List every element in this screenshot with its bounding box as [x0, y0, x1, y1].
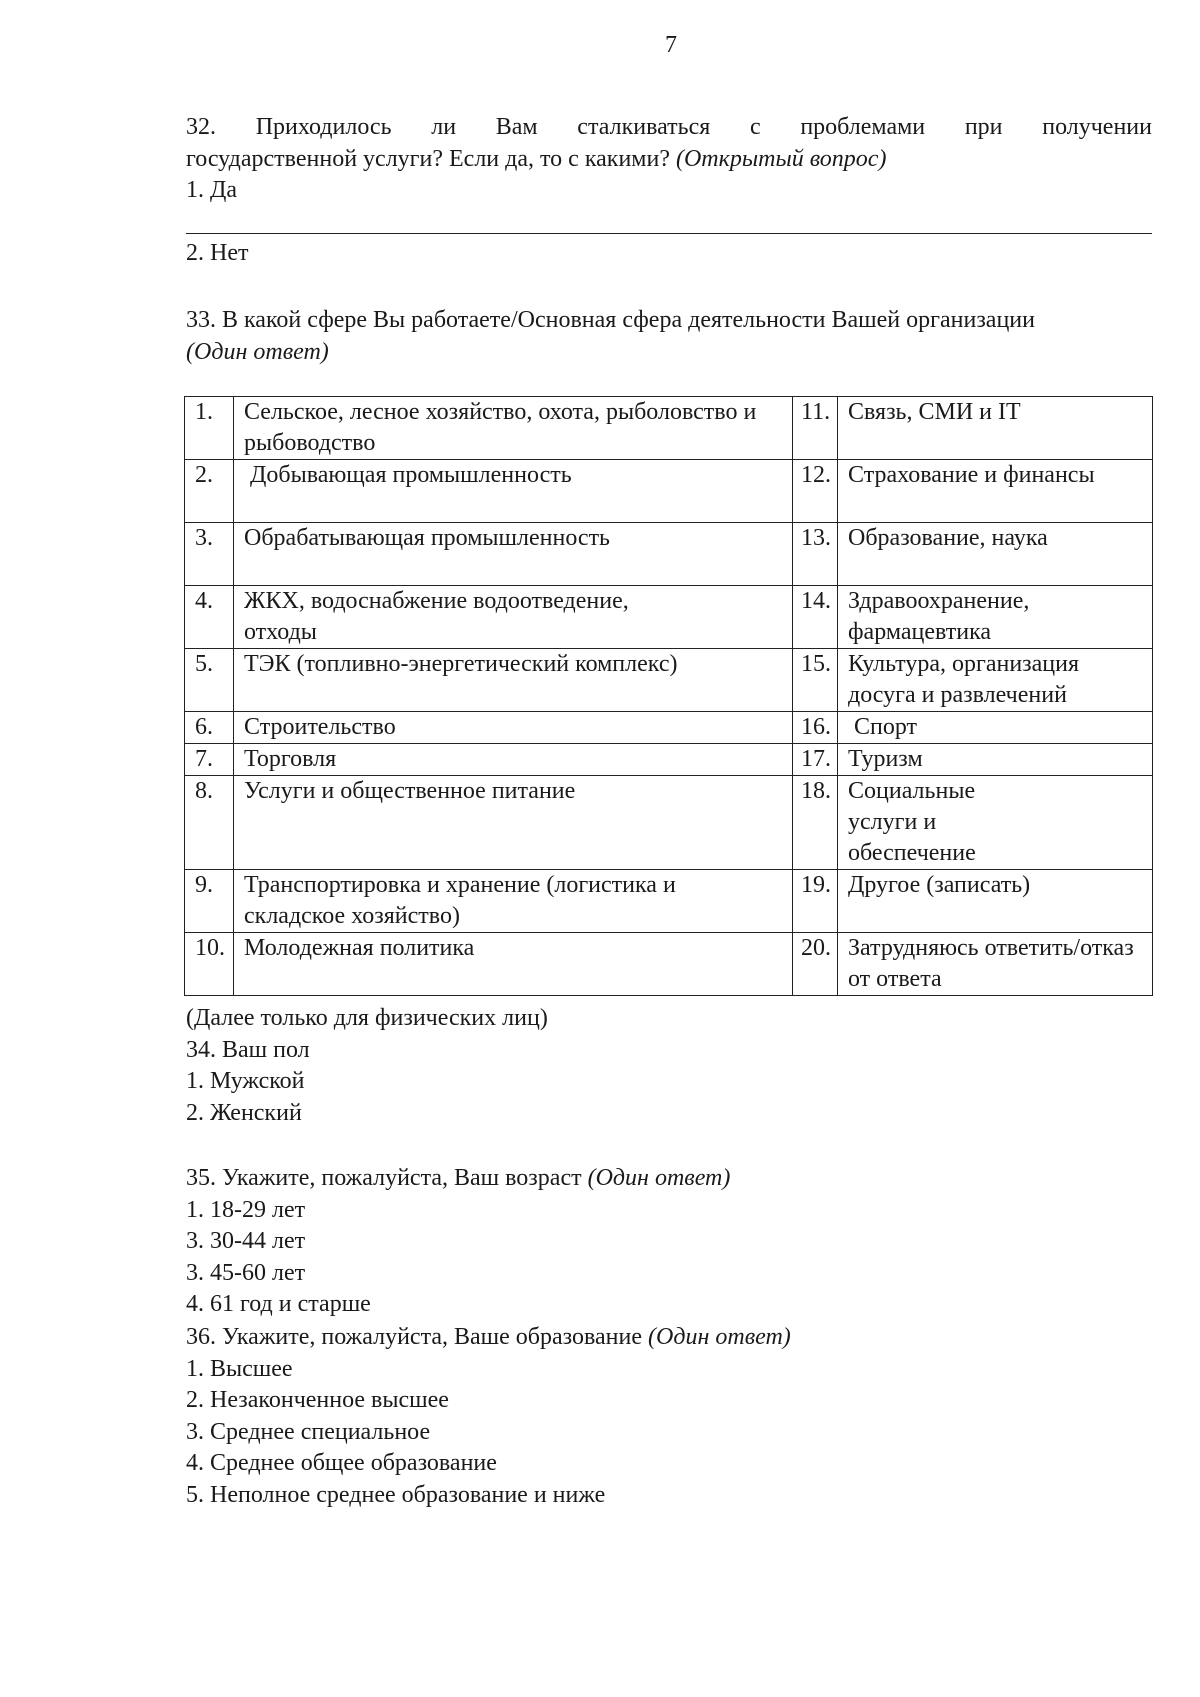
item-number: 10.	[185, 933, 234, 996]
table-row	[185, 776, 1153, 870]
item-number: 1.	[185, 397, 234, 460]
question-36-option-5: 5. Неполное среднее образование и ниже	[186, 1481, 606, 1508]
question-36-option-1: 1. Высшее	[186, 1355, 293, 1382]
question-35-option-3: 3. 45-60 лет	[186, 1259, 306, 1286]
item-label: Транспортировка и хранение (логистика и складское хозяйство)	[234, 870, 793, 933]
answer-line	[186, 233, 1152, 234]
item-label: Строительство	[234, 712, 793, 744]
item-label: Сельское, лесное хозяйство, охота, рыболовство и рыбоводство	[234, 397, 793, 460]
item-number: 8.	[185, 776, 234, 870]
spheres-table	[184, 396, 1153, 996]
question-32-note: (Открытый вопрос)	[675, 145, 887, 172]
item-label: ЖКХ, водоснабжение водоотведение, отходы	[234, 586, 793, 649]
question-32-option-2-text: 2. Нет	[186, 240, 249, 266]
item-number: 13.	[793, 523, 838, 586]
item-number: 15.	[793, 649, 838, 712]
section-note: (Далее только для физических лиц)	[186, 1005, 548, 1031]
question-35-option-4: 4. 61 год и старше	[186, 1291, 371, 1317]
table-row	[185, 744, 1153, 776]
table-row	[185, 460, 1153, 523]
table-row	[185, 649, 1153, 712]
item-number: 6.	[185, 712, 234, 744]
item-label: Торговля	[234, 744, 793, 776]
item-number: 16.	[793, 712, 838, 744]
item-number: 5.	[185, 649, 234, 712]
item-number: 2.	[185, 460, 234, 523]
item-number: 3.	[185, 523, 234, 586]
item-number: 9.	[185, 870, 234, 933]
question-32-text-line1: 32. Приходилось ли Вам сталкиваться с проблемами при получении	[186, 114, 1152, 140]
item-label: ТЭК (топливно-энергетический комплекс)	[234, 649, 793, 712]
question-35	[186, 1163, 1152, 1321]
question-36	[186, 1322, 1152, 1511]
table-row	[185, 712, 1153, 744]
question-33-note: (Один ответ)	[186, 338, 329, 365]
item-label: Спорт	[838, 712, 1153, 744]
question-35-note: (Один ответ)	[587, 1165, 731, 1191]
table-row	[185, 523, 1153, 586]
question-36-text: 36. Укажите, пожалуйста, Ваше образование	[186, 1324, 642, 1350]
question-34-text: 34. Ваш пол	[186, 1036, 310, 1063]
item-number: 19.	[793, 870, 838, 933]
item-number: 7.	[185, 744, 234, 776]
item-label: Обрабатывающая промышленность	[234, 523, 793, 586]
item-label: Молодежная политика	[234, 933, 793, 996]
question-36-option-4: 4. Среднее общее образование	[186, 1450, 497, 1476]
item-number: 4.	[185, 586, 234, 649]
question-32-option-2	[186, 238, 1152, 270]
question-36-option-3: 3. Среднее специальное	[186, 1418, 431, 1445]
table-row	[185, 870, 1153, 933]
question-33	[186, 305, 1152, 368]
item-number: 18.	[793, 776, 838, 870]
item-label: Страхование и финансы	[838, 460, 1153, 523]
item-label: Образование, наука	[838, 523, 1153, 586]
question-32	[186, 112, 1152, 207]
item-label: Туризм	[838, 744, 1153, 776]
item-number: 14.	[793, 586, 838, 649]
item-label: Добывающая промышленность	[234, 460, 793, 523]
item-label: Другое (записать)	[838, 870, 1153, 933]
item-label: Культура, организация досуга и развлечений	[838, 649, 1153, 712]
question-36-option-2: 2. Незаконченное высшее	[186, 1387, 449, 1413]
item-label: Затрудняюсь ответить/отказ от ответа	[838, 933, 1153, 996]
table-row	[185, 586, 1153, 649]
item-number: 20.	[793, 933, 838, 996]
question-36-note: (Один ответ)	[648, 1324, 791, 1350]
item-label: Услуги и общественное питание	[234, 776, 793, 870]
question-33-text: 33. В какой сфере Вы работаете/Основная сфера деятельности Вашей организации	[186, 307, 1035, 333]
question-32-option-1: 1. Да	[186, 177, 238, 203]
item-number: 17.	[793, 744, 838, 776]
item-label: Социальные услуги и обеспечение	[838, 776, 1153, 870]
question-35-option-1: 1. 18-29 лет	[186, 1196, 306, 1223]
item-number: 11.	[793, 397, 838, 460]
table-row	[185, 933, 1153, 996]
question-35-option-2: 3. 30-44 лет	[186, 1228, 306, 1254]
item-label: Здравоохранение, фармацевтика	[838, 586, 1153, 649]
question-34	[186, 1003, 1152, 1129]
page-number: 7	[665, 32, 677, 58]
question-34-option-1: 1. Мужской	[186, 1068, 305, 1094]
item-label: Связь, СМИ и IT	[838, 397, 1153, 460]
question-32-text-line2: государственной услуги? Если да, то с какими?	[186, 145, 670, 172]
item-number: 12.	[793, 460, 838, 523]
table-row	[185, 397, 1153, 460]
question-34-option-2: 2. Женский	[186, 1099, 302, 1126]
question-35-text: 35. Укажите, пожалуйста, Ваш возраст	[186, 1165, 582, 1191]
